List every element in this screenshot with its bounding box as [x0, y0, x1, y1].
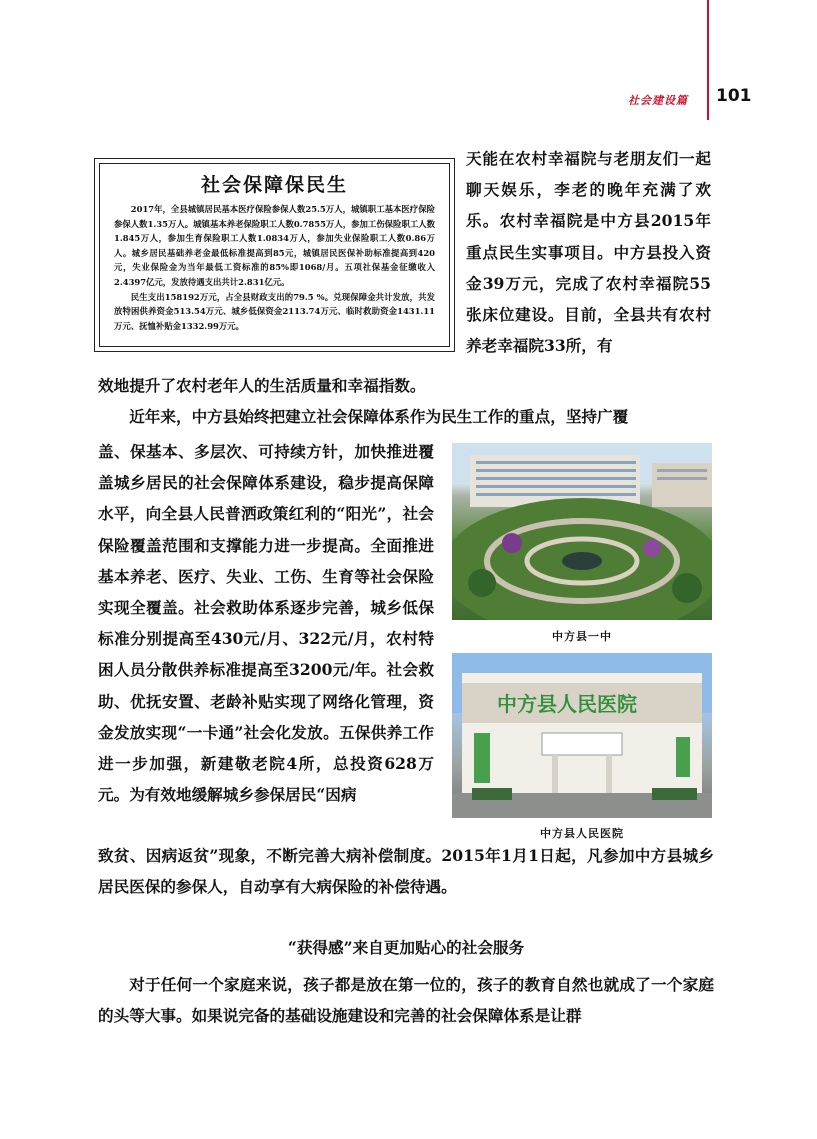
- body-text-right-column: 天能在农村幸福院与老朋友们一起聊天娱乐，李老的晚年充满了欢乐。农村幸福院是中方县2015年重点民生实事项目。中方县投入资金39万元，完成了农村幸福院55张床位建设。目前，全县共有农村养老幸福院33所，有: [466, 149, 711, 356]
- body-text-left-column: 盖、保基本、多层次、可持续方针，加快推进覆盖城乡居民的社会保障体系建设，稳步提高保障水平，向全县人民普洒政策红利的“阳光”，社会保险覆盖范围和支撑能力进一步提高。全面推进基本养老、医疗、失业、工伤、生育等社会保险实现全覆盖。社会救助体系逐步完善，城乡低保标准分别提高至430元/月、322元/月，农村特困人员分散供养标准提高至3200元/年。社会救助、优抚安置、老龄补贴实现了网络化管理，资金发放实现“一卡通”社会化发放。五保供养工作进一步加强，新建敬老院4所，总投资628万元。为有效地缓解城乡参保居民“因病: [98, 442, 434, 805]
- body-text-para2-end: 致贫、因病返贫”现象，不断完善大病补偿制度。2015年1月1日起，凡参加中方县城乡居民医保的参保人，自动享有大病保险的补偿待遇。: [98, 846, 714, 897]
- sidebar-paragraph-2: 民生支出158192万元，占全县财政支出的79.5 %。兑现保障金共计发放，共发放特困供养资金513.54万元、城乡低保资金2113.74万元、临时救助资金1431.11万元、抚恤补贴金1332.99万元。: [114, 291, 435, 331]
- hospital-illustration: [452, 653, 712, 818]
- hospital-photo: [452, 653, 712, 818]
- body-text-para1-end: [98, 370, 714, 432]
- section-subheading: “获得感”来自更加贴心的社会服务: [287, 938, 525, 957]
- hospital-sign-text: 中方县人民医院: [497, 692, 637, 716]
- para1-tail: 效地提升了农村老年人的生活质量和幸福指数。: [98, 376, 426, 395]
- sidebar-inner-frame: [99, 163, 450, 347]
- sidebar-paragraph-1: 2017年，全县城镇居民基本医疗保险参保人数25.5万人，城镇职工基本医疗保险参保人数1.35万人。城镇基本养老保险职工人数0.7855万人，参加工伤保险职工人数1.845万人，参加生育保险职工人数1.0834万人，参加失业保险职工人数0.86万人。城乡居民基础养老金最低标准提高到85元，城镇居民医保补助标准提高到420元，失业保险金为当年最低工资标准的85%即1068/月。五项社保基金征缴收入2.4397亿元，发放待遇支出共计2.831亿元。: [114, 204, 435, 287]
- hospital-photo-caption: 中方县人民医院: [540, 827, 624, 840]
- sidebar-box: [94, 158, 455, 352]
- sidebar-title: 社会保障保民生: [200, 174, 348, 196]
- school-photo-caption: 中方县一中: [552, 630, 612, 643]
- section-label: 社会建设篇: [628, 94, 688, 107]
- school-photo: [452, 443, 712, 620]
- school-illustration: [452, 443, 712, 620]
- header-red-rule: [707, 0, 709, 120]
- body-text-para3: 对于任何一个家庭来说，孩子都是放在第一位的，孩子的教育自然也就成了一个家庭的头等大事。如果说完备的基础设施建设和完善的社会保障体系是让群: [98, 975, 714, 1026]
- para2-start: 近年来，中方县始终把建立社会保障体系作为民生工作的重点，坚持广覆: [129, 407, 629, 427]
- page-number: 101: [716, 86, 752, 106]
